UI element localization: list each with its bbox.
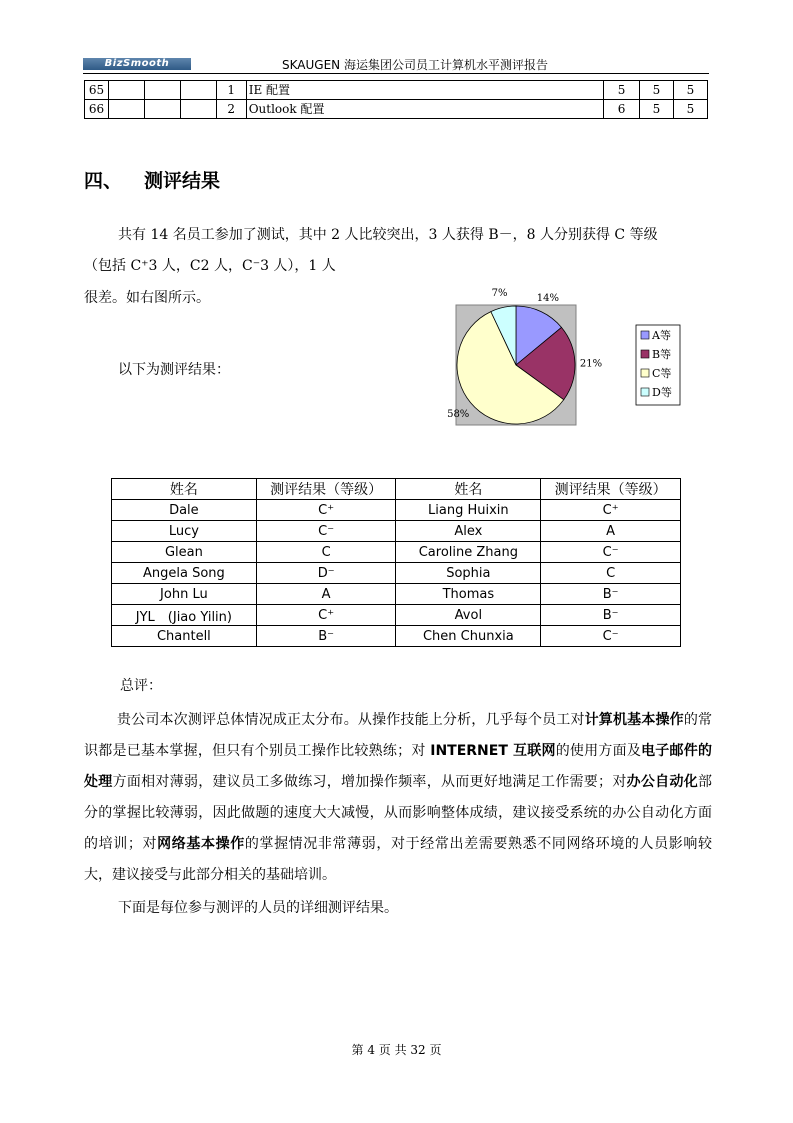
summary-label: 总评： — [120, 678, 162, 694]
intro-line-3: 很差。如右图所示。 — [84, 290, 210, 306]
legend-label: B等 — [652, 348, 672, 361]
result-cell-grade-1: B⁻ — [256, 626, 396, 647]
top-table-cell-c2 — [108, 81, 144, 100]
pie-data-label: 21% — [579, 358, 603, 370]
table-row — [112, 626, 681, 647]
legend-swatch — [641, 350, 649, 358]
table-row — [112, 563, 681, 584]
top-table-cell-idx: 1 — [216, 81, 246, 100]
closing-line: 下面是每位参与测评的人员的详细测评结果。 — [118, 900, 398, 916]
top-table-cell-c2 — [108, 100, 144, 119]
top-table-cell-idx: 2 — [216, 100, 246, 119]
top-table-cell-v3: 5 — [673, 100, 707, 119]
pie-data-label: 7% — [491, 287, 508, 299]
top-table-cell-item: IE 配置 — [246, 81, 603, 100]
summary-paragraph — [84, 705, 712, 891]
summary-text: 贵公司本次测评总体情况成正太分布。从操作技能上分析，几乎每个员工对 — [117, 712, 585, 728]
result-cell-name-1: Lucy — [112, 521, 257, 542]
result-cell-name-2: Caroline Zhang — [396, 542, 541, 563]
header-grade-2: 测评结果（等级） — [541, 479, 681, 500]
header-name-1: 姓名 — [112, 479, 257, 500]
legend-label: A等 — [652, 329, 671, 342]
result-cell-grade-2: C — [541, 563, 681, 584]
result-cell-grade-2: C⁻ — [541, 542, 681, 563]
legend-swatch — [641, 369, 649, 377]
pie-data-label: 58% — [447, 408, 470, 420]
summary-bold-text: 办公自动化 — [626, 774, 699, 790]
result-cell-grade-1: C — [256, 542, 396, 563]
table-row — [112, 605, 681, 626]
header-title: SKAUGEN 海运集团公司员工计算机水平测评报告 — [282, 58, 548, 72]
legend-swatch — [641, 388, 649, 396]
result-cell-grade-2: C⁺ — [541, 500, 681, 521]
legend-label: D等 — [652, 386, 672, 399]
result-cell-grade-1: C⁺ — [256, 500, 396, 521]
header-rule — [83, 73, 709, 74]
result-cell-grade-2: B⁻ — [541, 605, 681, 626]
section-heading — [84, 168, 220, 194]
intro-line-2: （包括 C⁺3 人，C2 人，C⁻3 人），1 人 — [84, 258, 336, 274]
table-row — [112, 521, 681, 542]
result-cell-name-2: Sophia — [396, 563, 541, 584]
header-grade-1: 测评结果（等级） — [256, 479, 396, 500]
result-cell-grade-1: C⁺ — [256, 605, 396, 626]
summary-bold-text: 计算机基本操作 — [584, 712, 684, 728]
top-table-row — [85, 100, 708, 119]
result-cell-name-1: Angela Song — [112, 563, 257, 584]
intro-line-1: 共有 14 名员工参加了测试，其中 2 人比较突出，3 人获得 B－，8 人分别获得 C 等级 — [118, 227, 658, 243]
result-cell-grade-1: C⁻ — [256, 521, 396, 542]
result-cell-name-2: Thomas — [396, 584, 541, 605]
intro-line-4: 以下为测评结果： — [118, 362, 230, 378]
summary-text: 的使用方面及 — [555, 743, 642, 759]
summary-bold-text: 网络基本操作 — [157, 836, 245, 852]
table-row — [112, 584, 681, 605]
top-table-cell-c3 — [144, 100, 180, 119]
top-table-cell-no: 65 — [85, 81, 109, 100]
table-row — [112, 542, 681, 563]
top-table-cell-v2: 5 — [640, 81, 674, 100]
section-number: 四、 — [84, 170, 123, 192]
result-cell-grade-2: A — [541, 521, 681, 542]
summary-text: 的掌握情况非常薄弱，对于经常出差需要熟悉不同网络环境的人员影响较大，建议接受与此部分相关的基础培训。 — [84, 836, 713, 883]
legend-swatch — [641, 331, 649, 339]
top-table-cell-v2: 5 — [640, 100, 674, 119]
result-cell-grade-1: D⁻ — [256, 563, 396, 584]
result-cell-name-2: Chen Chunxia — [396, 626, 541, 647]
result-cell-name-1: Dale — [112, 500, 257, 521]
top-table-cell-item: Outlook 配置 — [246, 100, 603, 119]
summary-text: 的常识都是已基本掌握，但只有个别员工操作比较熟练；对 — [84, 712, 713, 759]
biz-smooth-logo: BizSmooth — [83, 58, 191, 70]
result-cell-name-1: JYL (Jiao Yilin) — [112, 605, 257, 626]
summary-text: 部分的掌握比较薄弱，因此做题的速度大大减慢，从而影响整体成绩，建议接受系统的办公自动化方面的培训；对 — [84, 774, 713, 852]
top-table-cell-c3 — [144, 81, 180, 100]
result-cell-name-1: John Lu — [112, 584, 257, 605]
summary-text: 方面相对薄弱，建议员工多做练习，增加操作频率，从而更好地满足工作需要；对 — [112, 774, 627, 790]
top-table-cell-no: 66 — [85, 100, 109, 119]
result-cell-grade-2: C⁻ — [541, 626, 681, 647]
top-table-cell-v1: 5 — [604, 81, 640, 100]
result-cell-grade-2: B⁻ — [541, 584, 681, 605]
result-cell-name-2: Alex — [396, 521, 541, 542]
page-number: 第 4 页 共 32 页 — [351, 1043, 442, 1057]
top-table-row — [85, 81, 708, 100]
chart-legend — [636, 325, 680, 405]
summary-bold-text: 电子邮件的处理 — [84, 743, 713, 790]
top-table-cell-c4 — [180, 100, 216, 119]
results-header-row — [112, 479, 681, 500]
result-cell-name-1: Chantell — [112, 626, 257, 647]
top-table-cell-c4 — [180, 81, 216, 100]
pie-data-label: 14% — [536, 293, 560, 305]
top-table-cell-v3: 5 — [673, 81, 707, 100]
top-table — [84, 80, 708, 119]
results-table — [111, 478, 681, 647]
section-title: 测评结果 — [144, 170, 221, 192]
legend-label: C等 — [652, 367, 672, 380]
header-name-2: 姓名 — [396, 479, 541, 500]
grade-pie-chart — [436, 285, 696, 435]
table-row — [112, 500, 681, 521]
result-cell-name-2: Liang Huixin — [396, 500, 541, 521]
result-cell-name-2: Avol — [396, 605, 541, 626]
top-table-cell-v1: 6 — [604, 100, 640, 119]
result-cell-grade-1: A — [256, 584, 396, 605]
summary-bold-text: INTERNET 互联网 — [430, 743, 556, 759]
result-cell-name-1: Glean — [112, 542, 257, 563]
